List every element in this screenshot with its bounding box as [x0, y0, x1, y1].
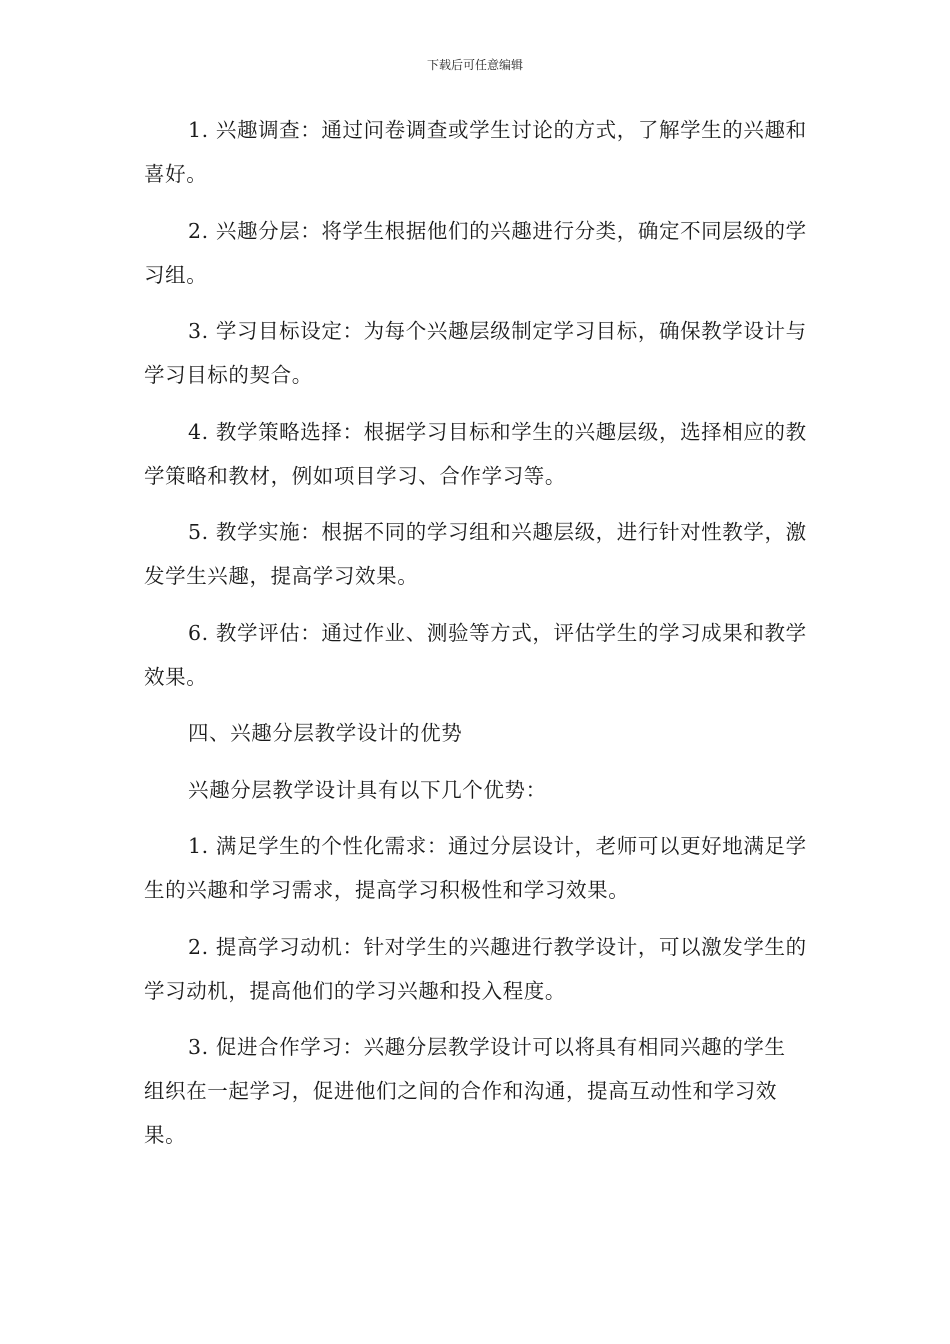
paragraph-teaching-implementation: 5. 教学实施：根据不同的学习组和兴趣层级，进行针对性教学，激发学生兴趣，提高学习效果。	[144, 520, 807, 588]
paragraph-goal-setting: 3. 学习目标设定：为每个兴趣层级制定学习目标，确保教学设计与学习目标的契合。	[144, 319, 807, 387]
section-heading-advantages: 四、兴趣分层教学设计的优势	[188, 721, 463, 745]
paragraph-advantage-motivation: 2. 提高学习动机：针对学生的兴趣进行教学设计，可以激发学生的学习动机，提高他们的学习兴趣和投入程度。	[144, 934, 807, 1003]
paragraph-teaching-evaluation: 6. 教学评估：通过作业、测验等方式，评估学生的学习成果和教学效果。	[144, 620, 807, 689]
page-header: 下载后可任意编辑	[426, 58, 523, 72]
document-body	[144, 108, 809, 1170]
paragraph-strategy-selection: 4. 教学策略选择：根据学习目标和学生的兴趣层级，选择相应的教学策略和教材，例如项目学习、合作学习等。	[144, 419, 807, 488]
paragraph-interest-survey: 1. 兴趣调查：通过问卷调查或学生讨论的方式，了解学生的兴趣和喜好。	[144, 118, 807, 186]
paragraph-advantages-intro: 兴趣分层教学设计具有以下几个优势：	[188, 777, 547, 802]
paragraph-advantage-personalization: 1. 满足学生的个性化需求：通过分层设计，老师可以更好地满足学生的兴趣和学习需求，提高学习积极性和学习效果。	[144, 834, 807, 902]
paragraph-interest-layering: 2. 兴趣分层：将学生根据他们的兴趣进行分类，确定不同层级的学习组。	[144, 218, 807, 287]
paragraph-advantage-cooperation: 3. 促进合作学习：兴趣分层教学设计可以将具有相同兴趣的学生组织在一起学习，促进他们之间的合作和沟通，提高互动性和学习效果。	[144, 1035, 786, 1147]
